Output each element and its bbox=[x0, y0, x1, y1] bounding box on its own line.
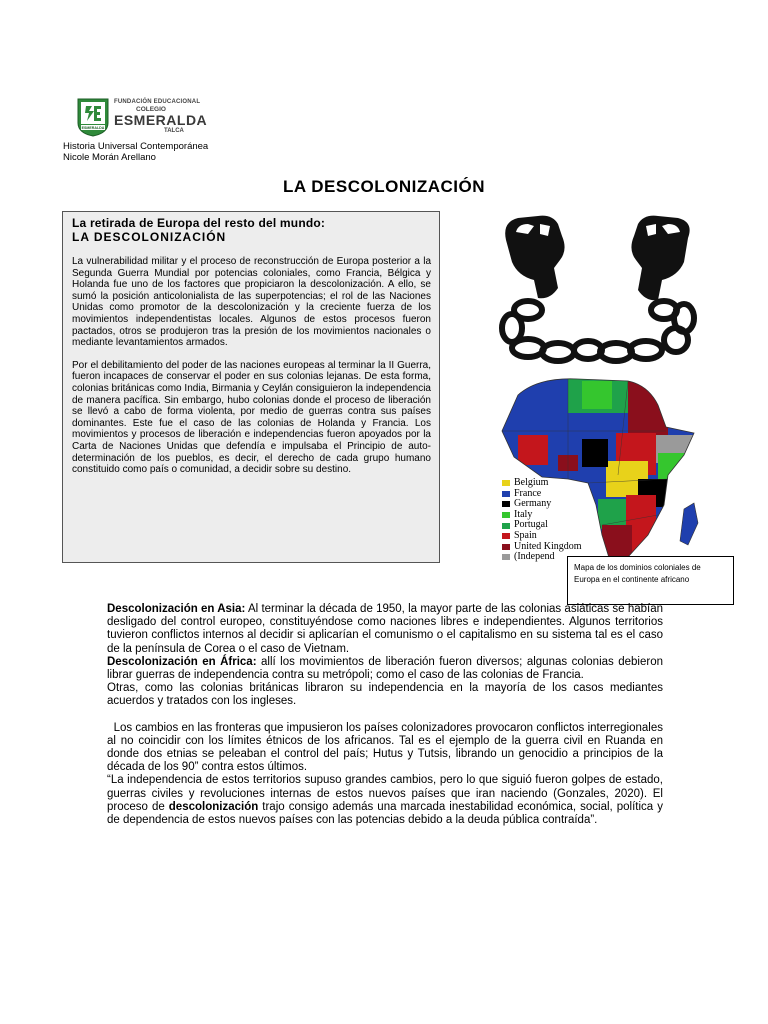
shield-lettering: ESMERALDA bbox=[81, 126, 105, 130]
intro-box bbox=[62, 211, 440, 563]
school-shield-icon bbox=[76, 97, 110, 137]
legend-item: Germany bbox=[502, 499, 582, 510]
course-name: Historia Universal Contemporánea bbox=[63, 141, 209, 152]
logo-city: TALCA bbox=[164, 128, 184, 134]
legend-item: Italy bbox=[502, 510, 582, 521]
africa-label: Descolonización en África: bbox=[107, 655, 257, 668]
otras-paragraph: Otras, como las colonias británicas libraron su independencia en la mayoría de los casos mediantes acuerdos y tratados con los ingleses. bbox=[107, 682, 663, 708]
quote-paragraph bbox=[107, 774, 663, 827]
page-title: LA DESCOLONIZACIÓN bbox=[283, 177, 485, 196]
legend-item: Spain bbox=[502, 531, 582, 542]
legend-item: United Kingdom bbox=[502, 542, 582, 553]
body-text bbox=[107, 603, 663, 827]
map-caption: Mapa de los dominios coloniales de Europa en el continente africano bbox=[567, 556, 734, 605]
box-paragraph-2: Por el debilitamiento del poder de las naciones europeas al terminar la II Guerra, fueron incapaces de conservar el poder en sus colonias lejanas. De esta forma, colonias británicas como India, Birmania y Ceylán consiguieron la independencia de manera pacífica. Sin embargo, hubo colonias donde el proceso de liberación se llevó a cabo de forma violenta, por medio de guerras contra sus países dominantes. Este fue el caso de las colonias de Holanda y Francia. Los movimientos y procesos de liberación e independencias fueron apoyados por la Carta de Naciones Unidas que defendía e impulsaba el Principio de auto-determinación de los pueblos, es decir, el derecho de cada grupo humano constituido como país o comunidad, a decidir sobre su destino. bbox=[72, 359, 431, 476]
asia-text: Al terminar la década de 1950, la mayor parte de las colonias asiáticas se habían desligado del control europeo, constituyéndose como naciones libres e independientes. Algunos territorios tuvieron conflictos internos al decidir si aplicarían el comunismo o el capitalismo en su sistema tal es el caso de la península de Corea o el caso de Vietnam. bbox=[107, 603, 663, 655]
legend-swatch bbox=[502, 533, 510, 539]
quote-bold: descolonización bbox=[168, 800, 259, 813]
logo-colegio: COLEGIO bbox=[136, 106, 166, 113]
legend-item: (Independ bbox=[502, 552, 582, 563]
legend-swatch bbox=[502, 554, 510, 560]
legend-item: France bbox=[502, 489, 582, 500]
box-subheading: LA DESCOLONIZACIÓN bbox=[72, 230, 227, 244]
africa-paragraph bbox=[107, 656, 663, 682]
legend-swatch bbox=[502, 512, 510, 518]
legend-item: Portugal bbox=[502, 520, 582, 531]
legend-item: Belgium bbox=[502, 478, 582, 489]
quote-part-b: trajo consigo además una marcada inestabilidad económica, social, política y de dependencia de estos nuevos países con las potencias debido a la deuda pública contraída”. bbox=[107, 800, 663, 827]
author-name: Nicole Morán Arellano bbox=[63, 152, 156, 163]
cambios-paragraph: Los cambios en las fronteras que impusieron los países colonizadores provocaron conflictos interregionales al no coincidir con los límites étnicos de los africanos. Tal es el ejemplo de la guerra civil en Ruanda en donde dos etnias se peleaban el control del país; Hutus y Tutsis, librando un genocidio a principios de la década de los 90” contra estos últimos. bbox=[107, 721, 664, 774]
legend-swatch bbox=[502, 544, 510, 550]
legend-swatch bbox=[502, 491, 510, 497]
africa-text: allí los movimientos de liberación fueron diversos; algunas colonias debieron librar guerras de independencia contra su metrópoli; como el caso de las colonias de Francia. bbox=[107, 655, 664, 682]
quote-part-a: “La independencia de estos territorios supuso grandes cambios, pero lo que siguió fueron golpes de estado, guerras civiles y revoluciones internas de estos nuevos países que iran naciendo (Gonzales, 2020). El proceso de bbox=[107, 774, 663, 813]
broken-chains-fists-image bbox=[488, 210, 708, 370]
asia-paragraph bbox=[107, 603, 663, 656]
school-logo bbox=[76, 97, 236, 139]
school-name bbox=[114, 99, 244, 135]
legend-swatch bbox=[502, 501, 510, 507]
asia-label: Descolonización en Asia: bbox=[107, 603, 246, 615]
legend-swatch bbox=[502, 523, 510, 529]
map-legend bbox=[502, 478, 582, 563]
box-heading: La retirada de Europa del resto del mundo: bbox=[72, 216, 326, 230]
legend-swatch bbox=[502, 480, 510, 486]
box-paragraph-1: La vulnerabilidad militar y el proceso de reconstrucción de Europa posterior a la Segunda Guerra Mundial por potencias coloniales, como Francia, Bélgica y Holanda fue uno de los factores que propiciaron la descolonización. A ello, se sumó la posición anticolonialista de las superpotencias; el rol de las Naciones Unidas como promotor de la descolonización y la creciente fuerza de los movimientos independentistas locales. Algunos de estos procesos fueron pactados, otros se produjeron tras la presión de los movimientos nacionales o mediante levantamientos armados. bbox=[72, 256, 431, 349]
logo-foundation: FUNDACIÓN EDUCACIONAL bbox=[114, 99, 201, 105]
header-info bbox=[63, 141, 208, 163]
logo-esmeralda: ESMERALDA bbox=[114, 112, 208, 128]
